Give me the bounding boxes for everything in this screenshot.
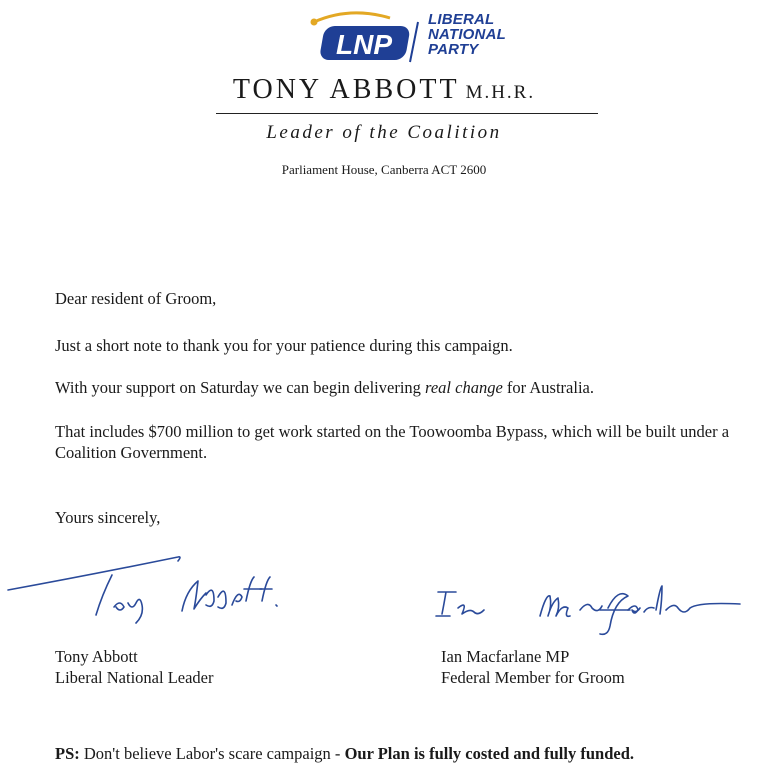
signature-macfarlane bbox=[430, 580, 750, 640]
paragraph-2-start: With your support on Saturday we can begin delivering bbox=[55, 378, 426, 397]
signatory-macfarlane-name: Ian Macfarlane MP bbox=[441, 647, 570, 666]
postscript-label: PS: bbox=[55, 744, 80, 763]
paragraph-1: Just a short note to thank you for your patience during this campaign. bbox=[55, 336, 513, 355]
logo-line-3: PARTY bbox=[428, 41, 479, 58]
lnp-logo bbox=[310, 8, 510, 66]
salutation: Dear resident of Groom, bbox=[55, 289, 217, 308]
letterhead-address: Parliament House, Canberra ACT 2600 bbox=[281, 162, 487, 177]
postscript-text: Don't believe Labor's scare campaign - bbox=[79, 744, 345, 763]
letterhead-name bbox=[0, 74, 768, 106]
letterhead-suffix: M.H.R. bbox=[465, 82, 536, 103]
logo-line-1: LIBERAL bbox=[428, 11, 495, 28]
letterhead-name-text: TONY ABBOTT bbox=[232, 74, 460, 105]
paragraph-3: That includes $700 million to get work started on the Toowoomba Bypass, which will be built under a Coalition Government. bbox=[55, 422, 730, 462]
paragraph-2 bbox=[55, 377, 755, 398]
postscript bbox=[55, 744, 634, 764]
lnp-logo-mark bbox=[310, 8, 422, 66]
lnp-logo-letters: LNP bbox=[336, 29, 392, 60]
signature-abbott bbox=[0, 545, 290, 630]
logo-line-2: NATIONAL bbox=[428, 26, 506, 43]
signatory-macfarlane-title: Federal Member for Groom bbox=[441, 668, 625, 687]
closing: Yours sincerely, bbox=[55, 508, 161, 527]
paragraph-2-end: for Australia. bbox=[502, 378, 594, 397]
signatory-abbott-name: Tony Abbott bbox=[55, 647, 138, 666]
signatory-abbott-title: Liberal National Leader bbox=[55, 668, 214, 687]
letterhead-rule bbox=[216, 113, 598, 114]
paragraph-2-emphasis: real change bbox=[425, 378, 503, 397]
letterhead-role: Leader of the Coalition bbox=[266, 122, 502, 143]
postscript-bold: Our Plan is fully costed and fully funded. bbox=[344, 744, 634, 763]
signatory-macfarlane bbox=[441, 646, 625, 688]
signatory-abbott bbox=[55, 646, 214, 688]
